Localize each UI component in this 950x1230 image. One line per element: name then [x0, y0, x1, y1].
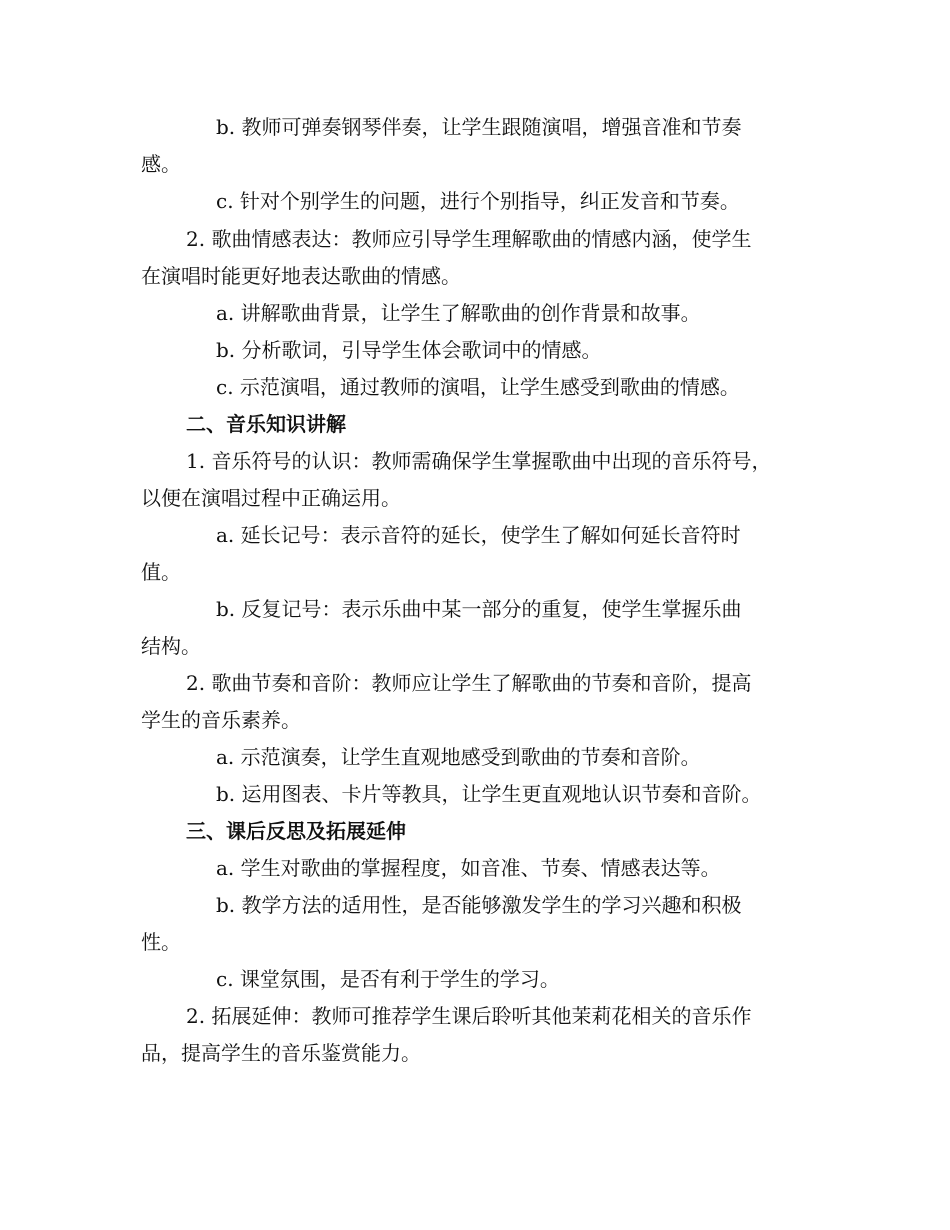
- list-item-b-teaching-aids: b. 运用图表、卡片等教具，让学生更直观地认识节奏和音阶。: [216, 782, 762, 806]
- list-item-b-repeat: b. 反复记号：表示乐曲中某一部分的重复，使学生掌握乐曲: [216, 597, 742, 621]
- item-2-rhythm-scale: 2. 歌曲节奏和音阶：教师应让学生了解歌曲的节奏和音阶，提高: [186, 671, 752, 695]
- section-heading-music-knowledge: 二、音乐知识讲解: [186, 412, 346, 436]
- list-item-b-methods-cont: 性。: [141, 930, 181, 954]
- list-item-b-methods: b. 教学方法的适用性，是否能够激发学生的学习兴趣和积极: [216, 893, 742, 917]
- item-1-symbols: 1. 音乐符号的认识：教师需确保学生掌握歌曲中出现的音乐符号，: [186, 449, 772, 473]
- list-item-a-mastery: a. 学生对歌曲的掌握程度，如音准、节奏、情感表达等。: [216, 856, 721, 880]
- item-2-extension: 2. 拓展延伸：教师可推荐学生课后聆听其他茉莉花相关的音乐作: [186, 1004, 752, 1028]
- list-item-a-fermata: a. 延长记号：表示音符的延长，使学生了解如何延长音符时: [216, 523, 741, 547]
- list-item-b-repeat-cont: 结构。: [141, 634, 201, 658]
- list-item-c-atmosphere: c. 课堂氛围，是否有利于学生的学习。: [216, 967, 560, 991]
- list-item-b-lyrics: b. 分析歌词，引导学生体会歌词中的情感。: [216, 338, 602, 362]
- list-item-c-individual: c. 针对个别学生的问题，进行个别指导，纠正发音和节奏。: [216, 189, 740, 213]
- item-1-symbols-cont: 以便在演唱过程中正确运用。: [141, 486, 401, 510]
- list-item-c-demo-sing: c. 示范演唱，通过教师的演唱，让学生感受到歌曲的情感。: [216, 375, 740, 399]
- list-item-a-fermata-cont: 值。: [141, 560, 181, 584]
- section-heading-reflection: 三、课后反思及拓展延伸: [186, 819, 406, 843]
- list-item-b-piano: b. 教师可弹奏钢琴伴奏，让学生跟随演唱，增强音准和节奏: [216, 115, 742, 139]
- item-2-rhythm-scale-cont: 学生的音乐素养。: [141, 708, 301, 732]
- list-item-b-piano-cont: 感。: [141, 152, 181, 176]
- item-2-emotion: 2. 歌曲情感表达：教师应引导学生理解歌曲的情感内涵，使学生: [186, 227, 752, 251]
- item-2-extension-cont: 品，提高学生的音乐鉴赏能力。: [141, 1041, 421, 1065]
- list-item-a-background: a. 讲解歌曲背景，让学生了解歌曲的创作背景和故事。: [216, 301, 701, 325]
- list-item-a-demo-play: a. 示范演奏，让学生直观地感受到歌曲的节奏和音阶。: [216, 745, 701, 769]
- item-2-emotion-cont: 在演唱时能更好地表达歌曲的情感。: [141, 264, 461, 288]
